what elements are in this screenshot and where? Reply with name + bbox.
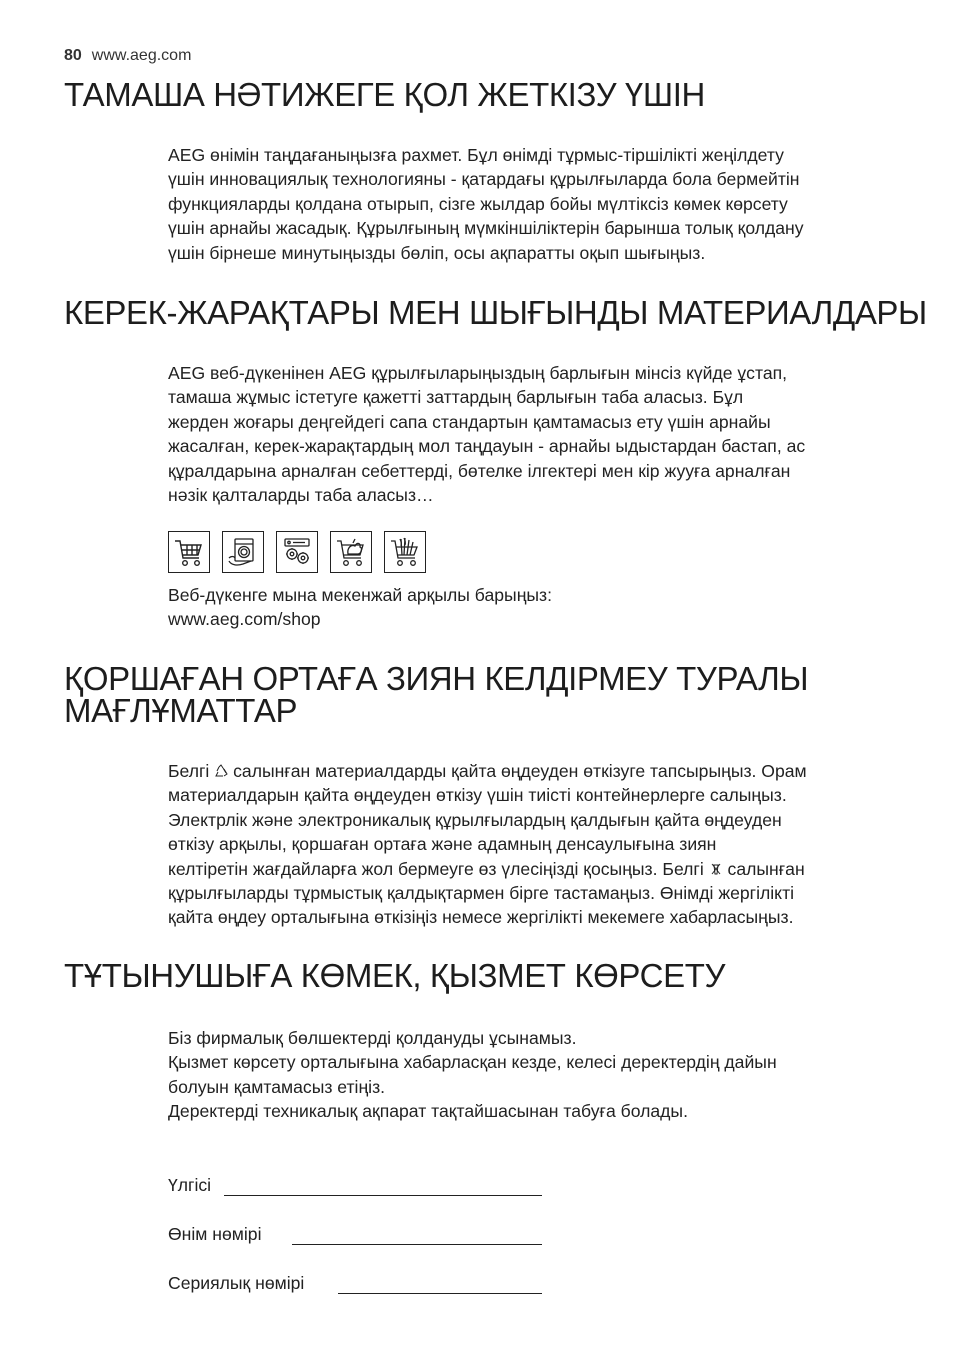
text-line: AEG өнімін таңдағаныңызға рахмет. Бұл өнімді тұрмыс-тіршілікті жеңілдету bbox=[168, 145, 784, 165]
text-line: нәзік қалталарды таба аласыз… bbox=[168, 485, 434, 506]
washing-machine-cart-icon bbox=[222, 531, 264, 573]
title-line: МАҒЛҰМАТТАР bbox=[64, 692, 298, 729]
cart-icon bbox=[168, 531, 210, 573]
text-fragment: келтіретін жағдайларға жол бермеуге өз үлесіңізді қосыңыз. Белгі bbox=[168, 858, 704, 879]
crossed-bin-icon bbox=[709, 862, 723, 876]
kitchen-cart-icon bbox=[330, 531, 372, 573]
text-line: болуын қамтамасыз етіңіз. bbox=[168, 1076, 386, 1097]
shop-text: Веб-дүкенге мына мекенжай арқылы барыңыз: bbox=[168, 585, 553, 605]
section-title-results: ТАМАША НӘТИЖЕГЕ ҚОЛ ЖЕТКІЗУ ҮШІН bbox=[64, 76, 705, 113]
serial-number-field bbox=[168, 1273, 304, 1294]
text-line: Қызмет көрсету орталығына хабарласқан кезде, келесі деректердің дайын bbox=[168, 1052, 777, 1073]
text-line: Деректерді техникалық ақпарат тақтайшасынан табуға болады. bbox=[168, 1101, 688, 1122]
text-line: тамаша жұмыс істетуге қажетті заттардың барлығын таба аласыз. Бұл bbox=[168, 387, 744, 408]
environment-paragraph bbox=[168, 759, 918, 930]
accessories-paragraph bbox=[168, 361, 918, 507]
text-line: үшін арнайы жасадық. Құрылғының мүмкіншіліктерін барынша толық қолдану bbox=[168, 218, 804, 239]
text-line: үшін бірнеше минутыңызды бөліп, осы ақпаратты оқып шығыңыз. bbox=[168, 242, 706, 263]
shop-icons bbox=[168, 531, 426, 573]
text-line: AEG веб-дүкенінен AEG құрылғыларыңыздың барлығын мінсіз күйде ұстап, bbox=[168, 363, 788, 383]
text-fragment: салынған bbox=[727, 858, 805, 879]
text-line: үшін инновациялық технологияны - қатардағы құрылғыларда бола бермейтін bbox=[168, 169, 800, 190]
text-line: Электрлік және электроникалық құрылғылардың қалдығын қайта өңдеуден bbox=[168, 809, 782, 830]
shop-link[interactable]: www.aeg.com/shop bbox=[168, 609, 321, 630]
product-number-label: Өнім нөмірі bbox=[168, 1224, 262, 1244]
page-number: 80 bbox=[64, 47, 82, 64]
customer-care-paragraph bbox=[168, 1026, 918, 1124]
text-line: жерден жоғары деңгейдегі сапа стандартын қамтамасыз ету үшін арнайы bbox=[168, 411, 771, 432]
oven-cart-icon bbox=[276, 531, 318, 573]
title-line: ҚОРШАҒАН ОРТАҒА ЗИЯН КЕЛДІРМЕУ ТУРАЛЫ bbox=[64, 660, 809, 697]
product-number-field bbox=[168, 1224, 262, 1245]
text-line: Біз фирмалық бөлшектерді қолдануды ұсынамыз. bbox=[168, 1028, 577, 1048]
text-line: құралдарына арналған себеттерді, бөтелке ілгектері мен кір жууға арналған bbox=[168, 460, 791, 481]
model-field bbox=[168, 1175, 211, 1196]
serial-number-blank-line[interactable] bbox=[338, 1293, 542, 1294]
text-line bbox=[168, 759, 918, 783]
page-header bbox=[64, 47, 191, 65]
text-fragment: Белгі bbox=[168, 761, 210, 781]
model-label: Үлгісі bbox=[168, 1175, 212, 1195]
text-fragment: салынған материалдарды қайта өңдеуден өткізуге тапсырыңыз. Орам bbox=[233, 761, 807, 781]
text-line: материалдарын қайта өңдеуден өткізу үшін тиісті контейнерлерге салыңыз. bbox=[168, 785, 787, 806]
text-line: құрылғыларды тұрмыстық қалдықтармен бірге тастамаңыз. Өнімді жергілікті bbox=[168, 883, 795, 904]
shop-info bbox=[168, 583, 918, 632]
recycle-icon bbox=[214, 764, 228, 778]
text-line: жасалған, керек-жарақтардың мол таңдауын - арнайы ыдыстардан бастап, ас bbox=[168, 436, 806, 457]
product-number-blank-line[interactable] bbox=[292, 1244, 542, 1245]
model-blank-line[interactable] bbox=[224, 1195, 542, 1196]
text-line: қайта өңдеу орталығына өткізіңіз немесе жергілікті мекемеге хабарласыңыз. bbox=[168, 907, 794, 928]
text-line: өткізу арқылы, қоршаған ортаға және адамның денсаулығына зиян bbox=[168, 834, 717, 855]
text-line: функцияларды қолдана отырып, сізге жылдар бойы мүлтіксіз көмек көрсету bbox=[168, 193, 788, 214]
section-title-customer-care: ТҰТЫНУШЫҒА КӨМЕК, ҚЫЗМЕТ КӨРСЕТУ bbox=[64, 957, 726, 994]
section-title-accessories: КЕРЕК-ЖАРАҚТАРЫ МЕН ШЫҒЫНДЫ МАТЕРИАЛДАРЫ bbox=[64, 294, 927, 331]
site-url: www.aeg.com bbox=[91, 47, 192, 64]
text-line bbox=[168, 857, 918, 881]
serial-number-label: Сериялық нөмірі bbox=[168, 1273, 305, 1293]
section-title-environment bbox=[64, 660, 809, 729]
intro-paragraph bbox=[168, 143, 918, 265]
cutlery-cart-icon bbox=[384, 531, 426, 573]
